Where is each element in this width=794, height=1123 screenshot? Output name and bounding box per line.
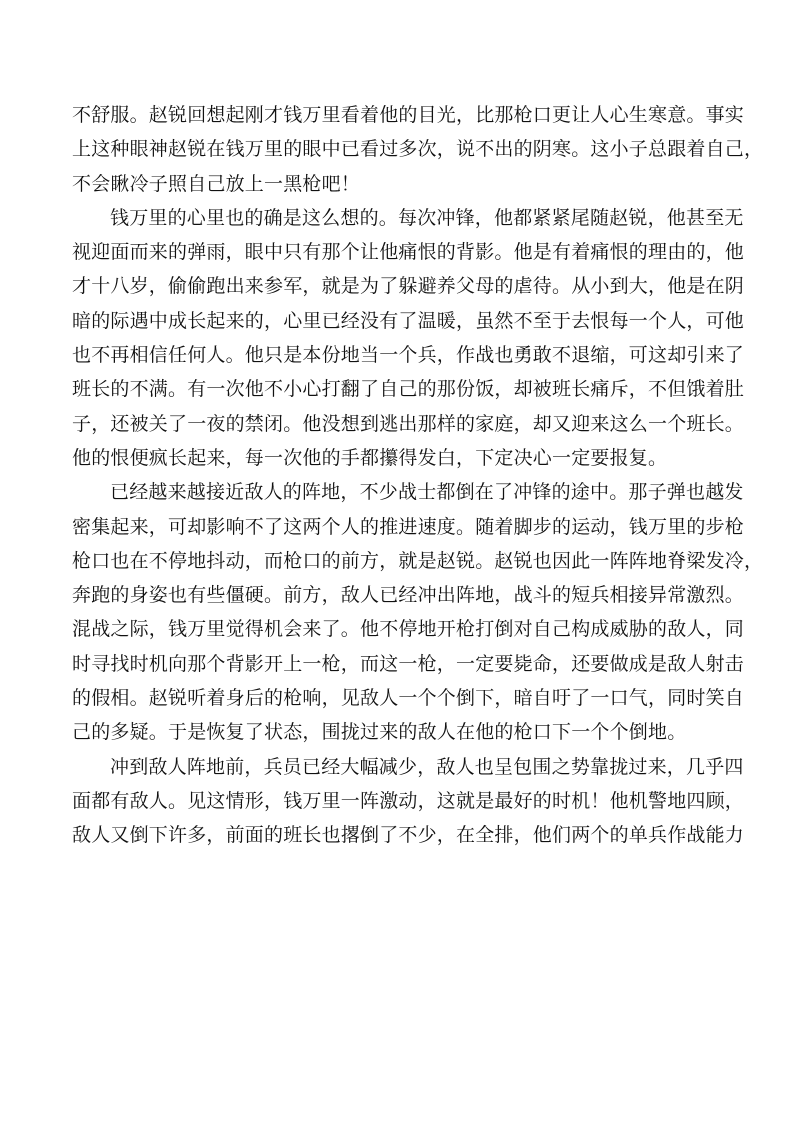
paragraph-start-line: 冲到敌人阵地前，兵员已经大幅减少，敌人也呈包围之势靠拢过来，几乎四 bbox=[110, 755, 744, 778]
text-line: 上这种眼神赵锐在钱万里的眼中已看过多次，说不出的阴寒。这小子总跟着自己， bbox=[72, 138, 764, 161]
text-line: 也不再相信任何人。他只是本份地当一个兵，作战也勇敢不退缩，可这却引来了 bbox=[72, 344, 745, 367]
text-line: 己的多疑。于是恢复了状态，围拢过来的敌人在他的枪口下一个个倒地。 bbox=[72, 721, 687, 744]
text-line: 不舒服。赵锐回想起刚才钱万里看着他的目光，比那枪口更让人心生寒意。事实 bbox=[72, 104, 745, 126]
text-line: 视迎面而来的弹雨，眼中只有那个让他痛恨的背影。他是有着痛恨的理由的，他 bbox=[72, 241, 745, 264]
text-line: 枪口也在不停地抖动，而枪口的前方，就是赵锐。赵锐也因此一阵阵地脊梁发冷， bbox=[72, 549, 764, 572]
paragraph-start-line: 钱万里的心里也的确是这么想的。每次冲锋，他都紧紧尾随赵锐，他甚至无 bbox=[110, 206, 744, 229]
text-line: 子，还被关了一夜的禁闭。他没想到逃出那样的家庭，却又迎来这么一个班长。 bbox=[72, 412, 745, 435]
text-line: 不会瞅冷子照自己放上一黑枪吧！ bbox=[72, 172, 361, 195]
text-line: 敌人又倒下许多，前面的班长也撂倒了不少，在全排，他们两个的单兵作战能力 bbox=[72, 824, 745, 847]
text-line: 时寻找时机向那个背影开上一枪，而这一枪，一定要毙命，还要做成是敌人射击 bbox=[72, 652, 745, 675]
text-line: 混战之际，钱万里觉得机会来了。他不停地开枪打倒对自己构成威胁的敌人，同 bbox=[72, 618, 745, 641]
text-line: 密集起来，可却影响不了这两个人的推进速度。随着脚步的运动，钱万里的步枪 bbox=[72, 515, 745, 538]
text-line: 奔跑的身姿也有些僵硬。前方，敌人已经冲出阵地，战斗的短兵相接异常激烈。 bbox=[72, 584, 745, 607]
text-line: 才十八岁，偷偷跑出来参军，就是为了躲避养父母的虐待。从小到大，他是在阴 bbox=[72, 275, 745, 298]
text-line: 班长的不满。有一次他不小心打翻了自己的那份饭，却被班长痛斥，不但饿着肚 bbox=[72, 378, 745, 401]
text-line: 的假相。赵锐听着身后的枪响，见敌人一个个倒下，暗自吁了一口气，同时笑自 bbox=[72, 687, 745, 710]
text-line: 面都有敌人。见这情形，钱万里一阵激动，这就是最好的时机！他机警地四顾， bbox=[72, 789, 745, 812]
paragraph-start-line: 已经越来越接近敌人的阵地，不少战士都倒在了冲锋的途中。那子弹也越发 bbox=[110, 481, 744, 504]
text-line: 他的恨便疯长起来，每一次他的手都攥得发白，下定决心一定要报复。 bbox=[72, 446, 668, 469]
text-line: 暗的际遇中成长起来的，心里已经没有了温暖，虽然不至于去恨每一个人，可他 bbox=[72, 309, 745, 332]
body-text bbox=[72, 98, 764, 853]
